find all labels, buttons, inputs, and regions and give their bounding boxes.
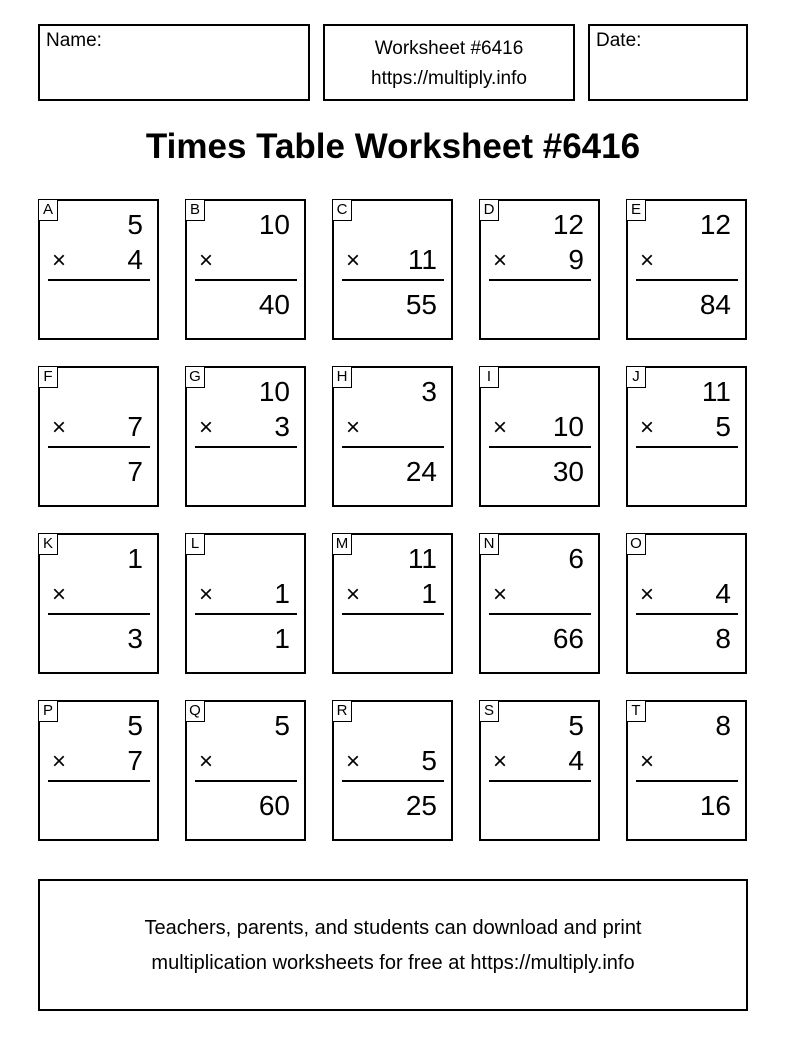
- bottom-factor: 11: [407, 244, 437, 275]
- bottom-factor: 1: [274, 578, 290, 609]
- multiply-sign: ×: [346, 414, 361, 441]
- footer-note: [38, 879, 748, 1011]
- problem-card: [626, 533, 747, 674]
- problem-card: [38, 700, 159, 841]
- problem-card: [626, 199, 747, 340]
- answer-line: [195, 279, 297, 281]
- problem-card: [479, 366, 600, 507]
- problem-letter: G: [185, 366, 205, 388]
- multiply-sign: ×: [346, 247, 361, 274]
- problem-letter: R: [332, 700, 352, 722]
- problem-letter: F: [38, 366, 58, 388]
- multiply-sign: ×: [640, 414, 655, 441]
- answer-value: 30: [552, 456, 584, 487]
- top-factor: 8: [715, 710, 731, 741]
- answer-line: [48, 446, 150, 448]
- problem-card: [479, 700, 600, 841]
- problem-letter: P: [38, 700, 58, 722]
- bottom-factor: 3: [274, 411, 290, 442]
- problem-letter: S: [479, 700, 499, 722]
- multiply-sign: ×: [493, 247, 508, 274]
- multiply-sign: ×: [640, 748, 655, 775]
- top-factor: 1: [127, 543, 143, 574]
- answer-line: [342, 446, 444, 448]
- problem-letter: D: [479, 199, 499, 221]
- problem-card: [479, 533, 600, 674]
- answer-value: 3: [127, 623, 143, 654]
- footer-line-2: multiplication worksheets for free at https://multiply.info: [151, 952, 635, 974]
- multiply-sign: ×: [346, 581, 361, 608]
- problem-card: [332, 700, 453, 841]
- answer-value: 55: [405, 289, 437, 320]
- multiply-sign: ×: [199, 414, 214, 441]
- problem-letter: I: [479, 366, 499, 388]
- problem-card: [185, 700, 306, 841]
- problem-card: [185, 533, 306, 674]
- top-factor: 11: [407, 543, 437, 574]
- problem-letter: H: [332, 366, 352, 388]
- answer-line: [342, 279, 444, 281]
- answer-line: [48, 279, 150, 281]
- answer-value: 24: [405, 456, 437, 487]
- multiply-sign: ×: [493, 414, 508, 441]
- problem-letter: T: [626, 700, 646, 722]
- answer-line: [636, 613, 738, 615]
- bottom-factor: 5: [421, 745, 437, 776]
- top-factor: 3: [421, 376, 437, 407]
- problem-letter: N: [479, 533, 499, 555]
- answer-line: [489, 446, 591, 448]
- answer-value: 40: [258, 289, 290, 320]
- multiply-sign: ×: [199, 748, 214, 775]
- multiply-sign: ×: [346, 748, 361, 775]
- problem-letter: L: [185, 533, 205, 555]
- multiply-sign: ×: [52, 414, 67, 441]
- problem-card: [185, 199, 306, 340]
- multiply-sign: ×: [52, 748, 67, 775]
- top-factor: 5: [274, 710, 290, 741]
- answer-line: [48, 780, 150, 782]
- answer-line: [48, 613, 150, 615]
- top-factor: 5: [127, 209, 143, 240]
- top-factor: 12: [699, 209, 731, 240]
- top-factor: 5: [127, 710, 143, 741]
- answer-line: [342, 613, 444, 615]
- problem-letter: Q: [185, 700, 205, 722]
- answer-line: [636, 780, 738, 782]
- problem-card: [479, 199, 600, 340]
- top-factor: 10: [258, 376, 290, 407]
- bottom-factor: 7: [127, 411, 143, 442]
- problem-letter: O: [626, 533, 646, 555]
- answer-line: [489, 279, 591, 281]
- top-factor: 12: [552, 209, 584, 240]
- answer-value: 60: [258, 790, 290, 821]
- problem-card: [332, 199, 453, 340]
- date-label: Date:: [596, 30, 642, 51]
- answer-value: 1: [274, 623, 290, 654]
- top-factor: 10: [258, 209, 290, 240]
- bottom-factor: 4: [568, 745, 584, 776]
- answer-line: [489, 613, 591, 615]
- bottom-factor: 4: [715, 578, 731, 609]
- bottom-factor: 10: [552, 411, 584, 442]
- answer-value: 66: [552, 623, 584, 654]
- answer-line: [342, 780, 444, 782]
- problem-letter: M: [332, 533, 352, 555]
- worksheet-site: https://multiply.info: [371, 68, 527, 89]
- answer-line: [636, 446, 738, 448]
- problem-card: [38, 533, 159, 674]
- name-label: Name:: [46, 30, 102, 51]
- multiply-sign: ×: [52, 581, 67, 608]
- multiply-sign: ×: [52, 247, 67, 274]
- problem-letter: A: [38, 199, 58, 221]
- answer-line: [636, 279, 738, 281]
- answer-line: [195, 613, 297, 615]
- answer-value: 8: [715, 623, 731, 654]
- multiply-sign: ×: [640, 247, 655, 274]
- problem-letter: J: [626, 366, 646, 388]
- multiply-sign: ×: [493, 748, 508, 775]
- answer-value: 25: [405, 790, 437, 821]
- bottom-factor: 4: [127, 244, 143, 275]
- multiply-sign: ×: [640, 581, 655, 608]
- bottom-factor: 9: [568, 244, 584, 275]
- top-factor: 11: [701, 376, 731, 407]
- problem-card: [332, 533, 453, 674]
- bottom-factor: 5: [715, 411, 731, 442]
- problem-card: [332, 366, 453, 507]
- multiply-sign: ×: [199, 581, 214, 608]
- problem-card: [626, 700, 747, 841]
- bottom-factor: 7: [127, 745, 143, 776]
- multiply-sign: ×: [493, 581, 508, 608]
- problem-letter: C: [332, 199, 352, 221]
- top-factor: 6: [568, 543, 584, 574]
- answer-value: 16: [699, 790, 731, 821]
- problem-card: [38, 366, 159, 507]
- answer-line: [195, 780, 297, 782]
- problem-letter: E: [626, 199, 646, 221]
- answer-value: 7: [127, 456, 143, 487]
- answer-line: [489, 780, 591, 782]
- answer-value: 84: [699, 289, 731, 320]
- problem-card: [38, 199, 159, 340]
- answer-line: [195, 446, 297, 448]
- multiply-sign: ×: [199, 247, 214, 274]
- bottom-factor: 1: [421, 578, 437, 609]
- footer-line-1: Teachers, parents, and students can download and print: [144, 917, 642, 939]
- problem-card: [626, 366, 747, 507]
- worksheet-number: Worksheet #6416: [374, 38, 524, 59]
- problem-letter: K: [38, 533, 58, 555]
- problem-letter: B: [185, 199, 205, 221]
- problem-card: [185, 366, 306, 507]
- page-title: Times Table Worksheet #6416: [145, 127, 641, 166]
- top-factor: 5: [568, 710, 584, 741]
